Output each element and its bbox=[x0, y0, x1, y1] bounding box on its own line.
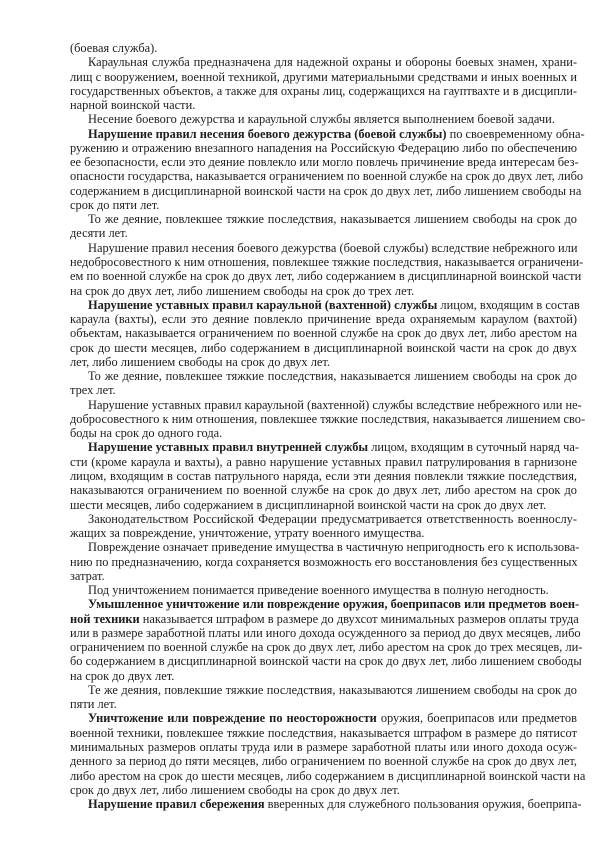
text-line bbox=[70, 326, 577, 340]
line-text: недобросовестного к ним отношения, повлекшее тяжкие последствия, наказывается ограничени- bbox=[70, 254, 584, 269]
text-line bbox=[70, 540, 580, 555]
text-line bbox=[70, 70, 577, 84]
line-text: срок до шести месяцев, либо содержанием в дисциплинарной воинской части на срок до двух bbox=[70, 340, 577, 355]
text-line bbox=[70, 369, 577, 383]
text-line bbox=[70, 697, 577, 711]
line-text: добросовестного к ним отношения, повлекшее тяжкие последствия, наказывается лишением сво- bbox=[70, 411, 586, 426]
bold-term: ной техники bbox=[70, 611, 140, 626]
line-text: срок до двух лет, либо лишением свободы на срок до двух лет. bbox=[70, 782, 400, 797]
line-text: на срок до двух лет, либо лишением свободы на срок до трех лет. bbox=[70, 283, 415, 298]
text-line bbox=[70, 783, 577, 797]
text-line bbox=[70, 669, 577, 683]
paragraph bbox=[70, 212, 577, 241]
text-line bbox=[70, 569, 577, 583]
text-line bbox=[70, 469, 577, 483]
line-text: Караульная служба предназначена для надежной охраны и обороны боевых знамен, храни- bbox=[88, 55, 577, 70]
line-text: лицом, входящим в состав патрульного наряда, если эти деяния повлекли тяжкие последствия, bbox=[70, 468, 577, 483]
paragraph bbox=[70, 440, 577, 511]
text-line bbox=[70, 654, 582, 669]
text-line bbox=[70, 683, 577, 697]
line-text: ружению и отражению внезапного нападения на Российскую Федерацию либо по обеспечению bbox=[70, 140, 577, 155]
paragraph bbox=[70, 126, 585, 213]
text-line bbox=[70, 284, 577, 298]
line-text: по своевременному обна- bbox=[446, 126, 585, 141]
bold-term: Уничтожение или повреждение по неосторожности bbox=[88, 711, 377, 726]
line-text: шести месяцев, либо содержанием в дисциплинарной воинской части на срок до двух лет. bbox=[70, 497, 547, 512]
paragraph bbox=[70, 597, 583, 683]
text-line bbox=[70, 112, 577, 126]
text-line bbox=[70, 41, 577, 55]
line-text: ем по военной службе на срок до двух лет, либо содержанием в дисциплинарной воинской части bbox=[70, 269, 582, 284]
line-text: лицом, входящим в суточный наряд ча- bbox=[368, 440, 579, 455]
line-text: вверенных для служебного пользования оружия, боеприпа- bbox=[264, 797, 582, 812]
text-line bbox=[70, 426, 577, 440]
paragraph bbox=[70, 240, 584, 298]
text-line bbox=[70, 440, 577, 454]
paragraph bbox=[70, 369, 577, 398]
line-text: лет, либо лишением свободы на срок до двух лет. bbox=[70, 354, 330, 369]
paragraph bbox=[70, 41, 577, 55]
text-line bbox=[70, 226, 577, 240]
line-text: государственных объектов, а также для охраны лиц, содержащихся на гауптвахте и в дисципли- bbox=[70, 83, 577, 98]
text-line bbox=[70, 55, 577, 69]
line-text: лицом, входящим в состав bbox=[437, 297, 580, 312]
text-line bbox=[70, 640, 583, 655]
line-text: лищ с вооружением, военной техникой, другими материальными средствами и иных военных и bbox=[70, 69, 577, 84]
line-text: сти (кроме караула и вахты), а равно нарушение уставных правил патрулирования в гарнизоне bbox=[70, 454, 577, 469]
line-text: ограничением по военной службе на срок до двух лет, либо арестом на срок до трех месяцев, ли- bbox=[70, 640, 583, 655]
text-line bbox=[70, 411, 586, 426]
text-line bbox=[70, 526, 577, 540]
line-text: То же деяние, повлекшее тяжкие последствия, наказывается лишением свободы на срок до bbox=[88, 212, 577, 227]
text-line bbox=[70, 312, 577, 326]
text-line bbox=[70, 183, 582, 198]
document-page bbox=[70, 41, 586, 812]
line-text: объектам, наказывается ограничением по военной службе на срок до двух лет, либо арестом на bbox=[70, 326, 577, 341]
line-text: десяти лет. bbox=[70, 226, 128, 241]
line-text: Законодательством Российской Федерации предусматривается ответственность военнослу- bbox=[88, 511, 577, 526]
line-text: Нарушение правил несения боевого дежурства (боевой службы) вследствие небрежного или bbox=[88, 240, 578, 255]
text-line bbox=[70, 397, 582, 412]
text-line bbox=[70, 341, 577, 355]
bold-term: Нарушение правил сбережения bbox=[88, 797, 265, 812]
line-text: жащих за повреждение, уничтожение, утрату военного имущества. bbox=[70, 526, 425, 541]
text-line bbox=[70, 355, 577, 369]
paragraph bbox=[70, 297, 580, 369]
line-text: боды на срок до одного года. bbox=[70, 426, 223, 441]
text-line bbox=[70, 383, 577, 397]
paragraph bbox=[70, 583, 577, 597]
line-text: Несение боевого дежурства и караульной службы является выполнением боевой задачи. bbox=[88, 112, 555, 127]
bold-term: Нарушение уставных правил внутренней службы bbox=[88, 440, 369, 455]
text-line bbox=[70, 126, 585, 141]
line-text: ее безопасности, если это деяние повлекло или могло повлечь причинение вреда интересам без- bbox=[70, 155, 579, 170]
bold-term: Нарушение уставных правил караульной (вахтенной) службы bbox=[88, 297, 438, 312]
line-text: срок до пяти лет. bbox=[70, 197, 160, 212]
paragraph bbox=[70, 797, 582, 812]
line-text: наказывается штрафом в размере до двухсот минимальных размеров оплаты труда bbox=[139, 611, 579, 626]
text-line bbox=[70, 241, 577, 255]
paragraph bbox=[70, 683, 577, 712]
line-text: нию по предназначению, когда сохраняется возможность его восстановления без существенных bbox=[70, 554, 578, 569]
text-line bbox=[70, 155, 577, 169]
text-line bbox=[70, 625, 581, 640]
line-text: трех лет. bbox=[70, 383, 116, 398]
line-text: Нарушение уставных правил караульной (вахтенной) службы вследствие небрежного или не- bbox=[88, 397, 582, 412]
line-text: затрат. bbox=[70, 568, 105, 583]
text-line bbox=[70, 583, 577, 597]
line-text: денного за период до пяти месяцев, либо ограничением по военной службе на срок до двух лет, bbox=[70, 754, 577, 769]
line-text: на срок до двух лет. bbox=[70, 668, 175, 683]
text-line bbox=[70, 269, 582, 284]
text-line bbox=[70, 98, 577, 112]
text-line bbox=[70, 797, 582, 812]
line-text: То же деяние, повлекшее тяжкие последствия, наказывается лишением свободы на срок до bbox=[88, 369, 577, 384]
line-text: Те же деяния, повлекшие тяжкие последствия, наказываются лишением свободы на срок до bbox=[88, 682, 577, 697]
line-text: (боевая служба). bbox=[70, 41, 158, 55]
text-line bbox=[70, 512, 577, 526]
line-text: караула (вахты), если это деяние повлекло причинение вреда охраняемым караулом (вахтой) bbox=[70, 312, 577, 327]
text-line bbox=[70, 198, 577, 212]
line-text: военной техники, повлекшее тяжкие последствия, наказывается штрафом в размере до пятисот bbox=[70, 725, 577, 740]
text-line bbox=[70, 711, 577, 725]
paragraph bbox=[70, 397, 586, 441]
line-text: содержанием в дисциплинарной воинской части на срок до двух лет, либо лишением свободы на bbox=[70, 183, 582, 198]
line-text: опасности государства, наказывается ограничением по военной службе на срок до двух лет, либо bbox=[70, 169, 584, 184]
line-text: либо арестом на срок до шести месяцев, либо содержанием в дисциплинарной воинской части на bbox=[70, 768, 586, 783]
text-line bbox=[70, 740, 577, 754]
text-line bbox=[70, 555, 577, 569]
text-line bbox=[70, 768, 586, 783]
text-line bbox=[70, 726, 577, 740]
line-text: нарной воинской части. bbox=[70, 98, 196, 113]
paragraph bbox=[70, 112, 577, 126]
text-line bbox=[70, 612, 577, 626]
line-text: или в размере заработной платы или иного дохода осужденного за период до двух месяцев, либо bbox=[70, 625, 581, 640]
text-line bbox=[70, 483, 577, 497]
text-line bbox=[70, 597, 580, 612]
text-line bbox=[70, 455, 577, 469]
line-text: Повреждение означает приведение имущества в частичную непригодность его к использова- bbox=[88, 540, 580, 555]
line-text: пяти лет. bbox=[70, 697, 117, 712]
text-line bbox=[70, 141, 577, 155]
line-text: бо содержанием в дисциплинарной воинской части на срок до двух лет, либо лишением свободы bbox=[70, 654, 582, 669]
bold-term: Умышленное уничтожение или повреждение оружия, боеприпасов или предметов воен- bbox=[88, 597, 580, 612]
line-text: оружия, боеприпасов или предметов bbox=[376, 711, 577, 726]
bold-term: Нарушение правил несения боевого дежурства (боевой службы) bbox=[88, 126, 447, 141]
text-line bbox=[70, 169, 584, 184]
text-line bbox=[70, 754, 577, 768]
text-line bbox=[70, 84, 577, 98]
paragraph bbox=[70, 540, 580, 583]
text-line bbox=[70, 297, 580, 312]
paragraph bbox=[70, 711, 586, 797]
paragraph bbox=[70, 512, 577, 541]
line-text: Под уничтожением понимается приведение военного имущества в полную негодность. bbox=[88, 583, 549, 598]
text-line bbox=[70, 212, 577, 226]
line-text: минимальных размеров оплаты труда или в размере заработной платы или иного дохода осуж- bbox=[70, 740, 577, 755]
text-line bbox=[70, 254, 584, 269]
paragraph bbox=[70, 55, 577, 112]
text-line bbox=[70, 498, 577, 512]
line-text: наказываются ограничением по военной службе на срок до двух лет, либо арестом на срок до bbox=[70, 483, 577, 498]
